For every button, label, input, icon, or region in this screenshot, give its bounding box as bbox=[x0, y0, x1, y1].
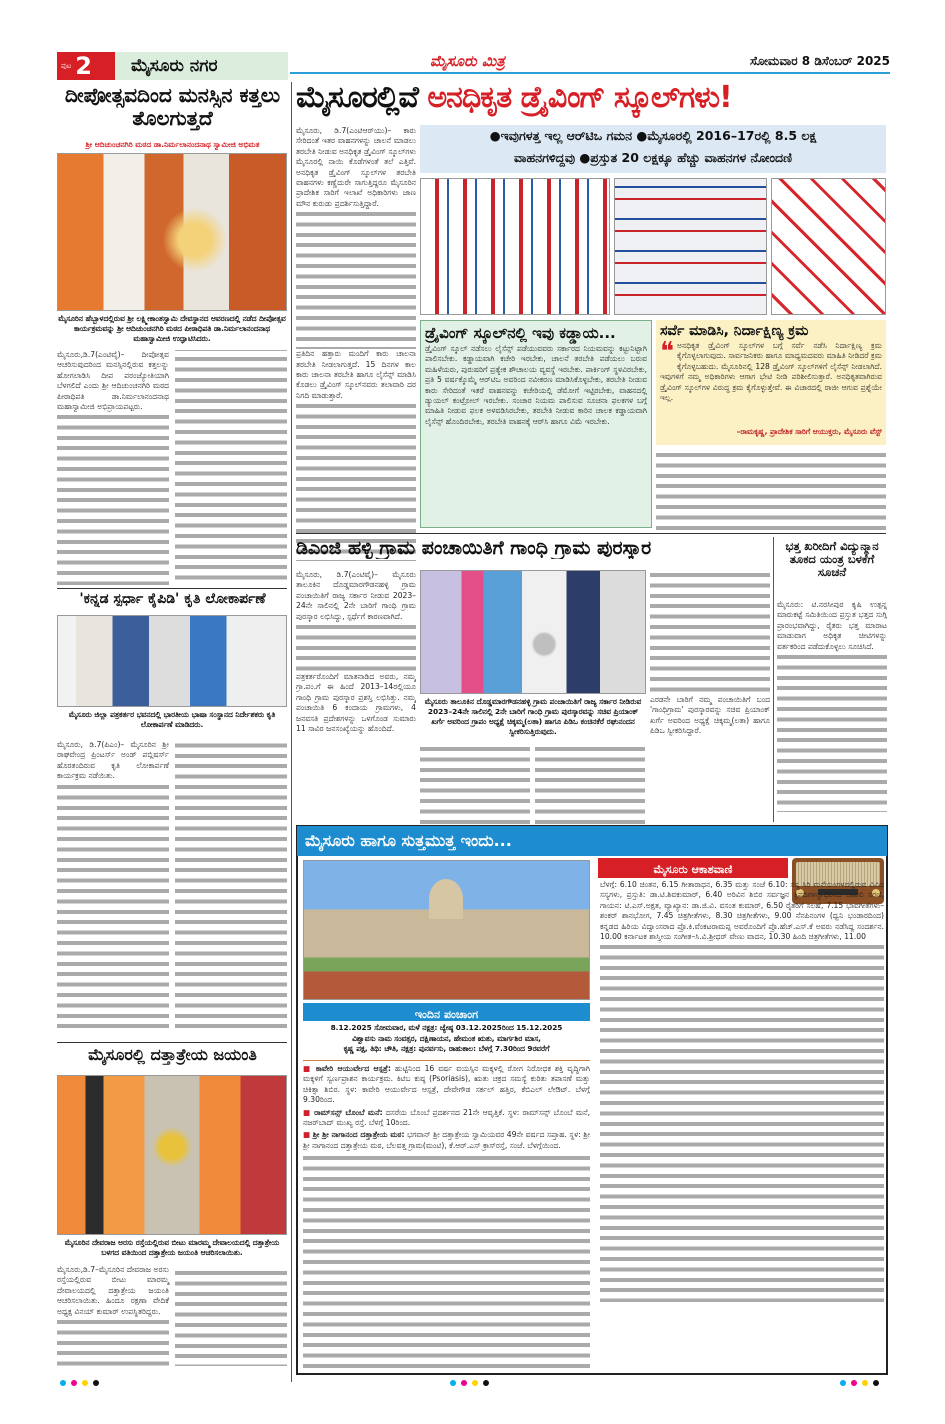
radio-title: ಮೈಸೂರು ಆಕಾಶವಾಣಿ bbox=[653, 863, 733, 876]
masthead: ಮೈಸೂರು ಮಿತ್ರ bbox=[430, 52, 505, 70]
deepotsava-subhead: ಶ್ರೀ ಆದಿಚುಂಚನಗಿರಿ ಮಠದ ಡಾ.ನಿರ್ಮಲಾನಂದನಾಥ ಸ್ವಾಮೀಜಿ ಅಭಿಮತ bbox=[85, 140, 260, 149]
section-title bbox=[115, 52, 288, 80]
mysore-palace-photo bbox=[303, 860, 590, 1000]
panchanga-title: ಇಂದಿನ ಪಂಚಾಂಗ bbox=[414, 1008, 479, 1021]
survey-box bbox=[656, 320, 886, 445]
deepotsava-headline: ದೀಪೋತ್ಸವದಿಂದ ಮನಸ್ಸಿನ ಕತ್ತಲು ತೊಲಗುತ್ತದೆ bbox=[64, 83, 281, 130]
book-release-caption: ಮೈಸೂರು ಜಿಲ್ಲಾ ಪತ್ರಕರ್ತರ ಭವನದಲ್ಲಿ ಭಾರತೀಯ ಭಾಷಾ ಸಂಸ್ಥಾನದ ನಿರ್ದೇಶಕರು ಕೃತಿ ಲೋಕಾರ್ಪಣೆ ಮಾಡಿದರು. bbox=[68, 710, 276, 729]
panchanga-line: ವಿಶ್ವಾವಸು ನಾಮ ಸಂವತ್ಸರ, ದಕ್ಷಿಣಾಯನ, ಹೇಮಂತ ಋತು, ಮಾರ್ಗಶಿರ ಮಾಸ, bbox=[352, 1033, 541, 1043]
gandhi-body-col4: ಎರಡನೇ ಬಾರಿಗೆ ನಮ್ಮ ಪಂಚಾಯಿತಿಗೆ ಬಂದ 'ಗಾಂಧಿಗ್ರಾಮ' ಪುರಸ್ಕಾರವನ್ನು ಸಚಿವ ಪ್ರಿಯಾಂಕ್ ಖರ್ಗೆ ಅವರಿಂದ ಅಧ್ಯಕ್ಷೆ ಚಿಕ್ಕಮ್ಮ(ಲತಾ) ಹಾಗೂ ಪಿಡಿಒ ಸ್ವೀಕರಿಸಿದ್ದಾರೆ. bbox=[650, 570, 770, 825]
gandhi-award-caption: ಮೈಸೂರು ತಾಲೂಕಿನ ದೊಡ್ಡಮಾರಗೌಡನಹಳ್ಳಿ ಗ್ರಾಮ ಪಂಚಾಯಿತಿಗೆ ರಾಜ್ಯ ಸರ್ಕಾರ ನೀಡಿರುವ 2023–24ನೇ ಸಾಲಿನಲ್ಲಿ 2ನೇ ಬಾರಿಗೆ ಗಾಂಧಿ ಗ್ರಾಮ ಪುರಸ್ಕಾರವನ್ನು ಸಚಿವ ಪ್ರಿಯಾಂಕ್ ಖರ್ಗೆ ಅವರಿಂದ ಗ್ರಾಪಂ ಅಧ್ಯಕ್ಷೆ ಚಿಕ್ಕಮ್ಮ(ಲತಾ) ಹಾಗೂ ಪಿಡಿಒ ಕಂಚಿನಕೆರೆ ರಘುನಂದನ ಸ್ವೀಕರಿಸುತ್ತಿರುವುದು. bbox=[424, 697, 642, 736]
datta-jayanti-headline: ಮೈಸೂರಲ್ಲಿ ದತ್ತಾತ್ರೇಯ ಜಯಂತಿ bbox=[88, 1045, 257, 1064]
panchanga-line: 8.12.2025 ಸೋಮವಾರ, ಮಳೆ ನಕ್ಷತ್ರ: ಜ್ಯೇಷ್ಠ 03.12.2025ರಿಂದ 15.12.2025 bbox=[330, 1023, 563, 1032]
radio-schedule: ಬೆಳಗ್ಗೆ: 6.10 ಚಿಂತನ, 6.15 ಗೀತಾರಾಧನ, 6.35 ಮತ್ತು ಸಂಜೆ 6.10: ಸಸ್ಯ ಸಿರಿ ಮನೆಯಂಗಳದಲ್ಲಿರುವ ವಿವಿಧ ಸಸ್ಯಗಳು, ಪ್ರಸ್ತುತಿ: ಡಾ.ಟಿ.ಶಿವಕುಮಾರ್, 6.40 ಅರಿವಿನ ಶಿಬಿರ ಸರ್ವಜ್ಞನ ತ್ರಿಪದಿಗಳನ್ನಾಧರಿಸಿದ ಚಾಪಲಿ ಸರಣಿ, ಗಾಯನ: ಟಿ.ಎಸ್.ಅಕ್ಷತ, ವ್ಯಾಖ್ಯಾನ: ಡಾ.ಜಿ.ವಿ. ವಸಂತ ಕುಮಾರ್, 6.50 ರೈತರಿಗೆ ಸಲಹೆ, 7.15 ಭಾವಗೀತೆಗಳು– ಶಂಕರ್ ಶಾನಭೋಗ, 7.45 ಚಿತ್ರಗೀತೆಗಳು, 8.30 ಚಿತ್ರಗೀತೆಗಳು, 9.00 ನೆನಪಿನಂಗಳ (ಧ್ವನಿ ಭಂಡಾರದಿಂದ) ಕನ್ನಡದ ಹಿರಿಯ ವಿದ್ವಾಂಸರಾದ ಪ್ರೊ.ಕಿ.ವೆಂಕಟರಾಮಪ್ಪ ಅವರೊಂದಿಗೆ ಪ್ರೊ.ಹೆಚ್.ಎಸ್.ಕೆ ಅವರು ನಡೆಸಿದ್ದ ಸಂದರ್ಶನ. 10.00 ಕರ್ನಾಟಕ ಶಾಸ್ತ್ರೀಯ ಸಂಗೀತ–ಸಿ.ವಿ.ಶ್ರೀಧರ್ ವೇಣು ವಾದನ, 10.30 ಹಿಂದಿ ಚಿತ್ರಗೀತೆಗಳು, 11.00 bbox=[600, 880, 884, 1370]
gandhi-body-col2 bbox=[420, 744, 530, 824]
panchanga-header bbox=[303, 1003, 590, 1021]
traffic-signs-photo-3 bbox=[771, 178, 886, 315]
book-release-photo bbox=[57, 615, 287, 707]
book-release-body: ಮೈಸೂರು, ಡಿ.7(ಪಿಎಂ)– ಮೈಸೂರಿನ ಶ್ರೀ ರಾಘವೇಂದ್ರ ಪ್ರಿಂಟರ್ಸ್ ಅಂಡ್ ಪಬ್ಲಿಷರ್ಸ್ ಹೊರತಂದಿರುವ ಕೃತಿ ಲೋಕಾರ್ಪಣೆ ಕಾರ್ಯಕ್ರಮ ನಡೆಯಿತು. bbox=[57, 740, 287, 1040]
lead-highlights bbox=[420, 125, 886, 173]
datta-jayanti-photo bbox=[57, 1075, 287, 1235]
event-item: ■ ರಾಮ್‌ಸನ್ಸ್ ಬೊಂಬೆ ಮನೆ: ದಸರೆಯ ಬೊಂಬೆ ಪ್ರದರ್ಶನದ 21ನೇ ಆವೃತ್ತಿಕೆ. ಸ್ಥಳ: ರಾಮ್‌ಸನ್ಸ್ ಬೊಂಬೆ ಮನೆ, ನಜರ್‌ಬಾದ್ ಮುಖ್ಯ ರಸ್ತೆ. ಬೆಳಗ್ಗೆ 10ರಿಂದ. bbox=[303, 1107, 590, 1128]
events-list bbox=[303, 1064, 590, 1372]
page-label: ಪುಟ bbox=[61, 61, 72, 70]
divider bbox=[57, 1042, 287, 1043]
page-number: 2 bbox=[75, 52, 92, 80]
gandhi-body-col3 bbox=[535, 744, 645, 824]
issue-date: ಸೋಮವಾರ 8 ಡಿಸೆಂಬರ್ 2025 bbox=[749, 54, 890, 68]
survey-title: ಸರ್ವೆ ಮಾಡಿಸಿ, ನಿರ್ದಾಕ್ಷಿಣ್ಯ ಕ್ರಮ bbox=[660, 323, 809, 339]
paddy-scale-body: ಮೈಸೂರು: ಟಿ.ನರಸೀಪುರ ಕೃಷಿ ಉತ್ಪನ್ನ ಮಾರುಕಟ್ಟೆ ಸಮಿತಿಯಿಂದ ಪ್ರಸ್ತುತ ಭತ್ತದ ಸುಗ್ಗಿ ಪ್ರಾರಂಭವಾಗಿದ್ದು, ರೈತರು ಭತ್ತ ಮಾರಾಟ ಮಾಡುವಾಗ ಅಧಿಕೃತ ಚೀಟಿಗಳನ್ನು ವರ್ತಕರಿಂದ ಪಡೆದುಕೊಳ್ಳಲು ಸೂಚಿಸಿದೆ. bbox=[777, 600, 887, 822]
bullet-icon: ■ bbox=[303, 1107, 311, 1117]
page-number-box bbox=[57, 52, 115, 80]
registration-marks bbox=[840, 1380, 879, 1386]
registration-marks bbox=[60, 1380, 99, 1386]
sidebar-divider bbox=[773, 537, 774, 822]
paddy-scale-headline: ಭತ್ತ ಖರೀದಿಗೆ ವಿದ್ಯುನ್ಮಾನ ತೂಕದ ಯಂತ್ರ ಬಳಕೆಗೆ ಸೂಚನೆ bbox=[785, 539, 879, 580]
kannada-book-headline: 'ಕನ್ನಡ ಸ್ಪರ್ಧಾ ಕೈಪಿಡಿ' ಕೃತಿ ಲೋಕಾರ್ಪಣೆ bbox=[79, 591, 266, 607]
deepotsava-caption: ಮೈಸೂರಿನ ಹೆಬ್ಬಾಳದಲ್ಲಿರುವ ಶ್ರೀ ಲಕ್ಷ್ಮೀಕಾಂತಸ್ವಾಮಿ ದೇವಸ್ಥಾನದ ಆವರಣದಲ್ಲಿ ನಡೆದ ದೀಪೋತ್ಸವ ಕಾರ್ಯಕ್ರಮವನ್ನು ಶ್ರೀ ಆದಿಚುಂಚನಗಿರಿ ಮಠದ ಪೀಠಾಧಿಪತಿ ಡಾ.ನಿರ್ಮಲಾನಂದನಾಥ ಮಹಾಸ್ವಾಮೀಜಿ ಉದ್ಘಾಟಿಸಿದರು. bbox=[58, 314, 286, 343]
today-banner bbox=[297, 826, 887, 856]
lead-body-col1: ಮೈಸೂರು, ಡಿ.7(ಎಂಟಿಆರ್‌ಯು)– ಕಾರು ಸೇರಿದಂತೆ ಇತರ ವಾಹನಗಳನ್ನು ಚಾಲನೆ ಮಾಡಲು ತರಬೇತಿ ನೀಡುವ ಅನಧಿಕೃತ ಡ್ರೈವಿಂಗ್ ಸ್ಕೂಲ್‌ಗಳು ಮೈಸೂರಲ್ಲಿ ನಾಯಿ ಕೊಡೆಗಳಂತೆ ತಲೆ ಎತ್ತಿವೆ. ಅನಧಿಕೃತ ಡ್ರೈವಿಂಗ್ ಸ್ಕೂಲ್‌ಗಳ ತರಬೇತಿ ವಾಹನಗಳು ಕಣ್ಣೆದುರೇ ಸಾಗುತ್ತಿದ್ದರೂ ಮೈಸೂರಿನ ಪ್ರಾದೇಶಿಕ ಸಾರಿಗೆ ಇಲಾಖೆ ಅಧಿಕಾರಿಗಳು ಜಾಣ ಮೌನ ಕುರುಡು ಪ್ರದರ್ಶಿಸುತ್ತಿದ್ದಾರೆ. ಪ್ರತಿದಿನ ಹತ್ತಾರು ಮಂದಿಗೆ ಕಾರು ಚಾಲನಾ ತರಬೇತಿ ನೀಡಲಾಗುತ್ತದೆ. 15 ದಿನಗಳ ಕಾಲ ಕಾರು ಚಾಲನಾ ತರಬೇತಿ ಹಾಗೂ ಲೈಸೆನ್ಸ್ ಮಾಡಿಸಿ ಕೊಡಲು ಡ್ರೈವಿಂಗ್ ಸ್ಕೂಲ್‌ನವರು ತಲಾವಾರಿ ದರ ನಿಗದಿ ಮಾಡುತ್ತಾರೆ. bbox=[296, 126, 416, 561]
radio-header bbox=[598, 858, 788, 878]
divider bbox=[303, 1060, 590, 1061]
bullet-icon: ■ bbox=[303, 1130, 311, 1140]
lead-headline bbox=[296, 80, 890, 115]
deepotsava-body: ಮೈಸೂರು,ಡಿ.7(ಎಂಟಿವೈ)– ದೀಪೋತ್ಸವ ಆಚರಿಸುವುದರಿಂದ ಮನಸ್ಸಿನಲ್ಲಿರುವ ಕತ್ತಲನ್ನು ಹೋಗಲಾಡಿಸಿ ದೀಪ ಪರಂಜ್ಯೋತಿಯಾಗಿ ಬೆಳಗಲಿದೆ ಎಂದು ಶ್ರೀ ಆದಿಚುಂಚನಗಿರಿ ಮಠದ ಪೀಠಾಧಿಪತಿ ಡಾ.ನಿರ್ಮಲಾನಂದನಾಥ ಮಹಾಸ್ವಾಮೀಜಿ ಅಭಿಪ್ರಾಯಪಟ್ಟರು. bbox=[57, 350, 287, 585]
event-item: ■ ಕಾವೇರಿ ಆಯುರ್ವೇದ ಆಸ್ಪತ್ರೆ: ಹುಟ್ಟಿನಿಂದ 16 ವರ್ಷ ವಯಸ್ಸಿನ ಮಕ್ಕಳಲ್ಲಿ ರೋಗ ನಿರೋಧಕ ಶಕ್ತಿ ವೃದ್ಧಿಗಾಗಿ ಮಕ್ಕಳಿಗೆ ಸ್ವರ್ಣಪ್ರಾಶನ ಕಾರ್ಯಕ್ರಮ. ಕಿಟಿಬ ಕುಷ್ಠ (Psoriasis), ಋತು ಚಕ್ರದ ಸಮಸ್ಯೆ ಕುರಿತು ತಪಾಸಣೆ ಮತ್ತು ಚಿಕಿತ್ಸಾ ಶಿಬಿರ. ಸ್ಥಳ: ಕಾವೇರಿ ಆಯುರ್ವೇದ ಆಸ್ಪತ್ರೆ, ದೇವೇಗೌಡ ಸರ್ಕಲ್ ಹತ್ತಿರ, ಕೆಬಿಎಲ್ ಲೇಔಟ್. ಬೆಳಗ್ಗೆ 9.30ರಿಂದ. bbox=[303, 1064, 590, 1105]
panchanga-line: ಕೃಷ್ಣ ಪಕ್ಷ, ತಿಥಿ: ಚೌತಿ, ನಕ್ಷತ್ರ: ಪುನರ್ವಸು, ರಾಹುಕಾಲ: ಬೆಳಗ್ಗೆ 7.30ರಿಂದ 9ರವರೆಗೆ bbox=[343, 1044, 550, 1053]
divider bbox=[296, 533, 886, 534]
highlight-line-2: ವಾಹನಗಳಿದ್ದವು ●ಪ್ರಸ್ತುತ 20 ಲಕ್ಷಕ್ಕೂ ಹೆಚ್ಚು ವಾಹನಗಳ ನೋಂದಣಿ bbox=[514, 150, 792, 165]
palace-dome bbox=[429, 879, 463, 919]
mandatory-rules-text: ಡ್ರೈವಿಂಗ್ ಸ್ಕೂಲ್ ನಡೆಸಲು ಲೈಸೆನ್ಸ್ ಪಡೆಯುವವರು ಸರ್ಕಾರದ ನಿಯಮವನ್ನು ಕಟ್ಟುನಿಟ್ಟಾಗಿ ಪಾಲಿಸಬೇಕು. ಕಡ್ಡಾಯವಾಗಿ ಕಚೇರಿ ಇರಬೇಕು, ಚಾಲನೆ ತರಬೇತಿ ಪಡೆಯಲು ಬರುವ ಮಹಿಳೆಯರು, ಪುರುಷರಿಗೆ ಪ್ರತ್ಯೇಕ ಶೌಚಾಲಯ ವ್ಯವಸ್ಥೆ ಇರಬೇಕು. ಪಾರ್ಕಿಂಗ್ ಸ್ಥಳವಿರಬೇಕು, ಪ್ರತಿ 5 ವರ್ಷಕ್ಕೊಮ್ಮೆ ಆರ್‌ಟಿಒ ಅವರಿಂದ ನವೀಕರಣ ಮಾಡಿಸಿಕೊಳ್ಳಬೇಕು, ತರಬೇತಿ ನೀಡುವ ಕಾರು ಸೇರಿದಂತೆ ಇತರೆ ವಾಹನವನ್ನು ಕಚೇರಿಯಲ್ಲಿ ಡೆಮೋಗೆ ಇಟ್ಟಿರಬೇಕು, ವಾಹನದಲ್ಲಿ ಡ್ಯುಯಲ್ ಕಂಟ್ರೋಲ್ ಇರಬೇಕು. ಸಂಚಾರ ನಿಯಮ ಪಾಲಿಸುವ ಸೂಚನಾ ಫಲಕಗಳ ಬಗ್ಗೆ ಮಾಹಿತಿ ನೀಡುವ ಫಲಕ ಅಳವಡಿಸಿರಬೇಕು, ತರಬೇತಿ ನೀಡುವ ಕಾರಿನ ಚಾಲಕ ಕಡ್ಡಾಯವಾಗಿ ಲೈಸೆನ್ಸ್ ಹೊಂದಿರಬೇಕು, ತರಬೇತಿ ವಾಹನಕ್ಕೆ ಆರ್‌ಸಿ ಹಾಗೂ ವಿಮೆ ಇರಬೇಕು. bbox=[425, 344, 647, 426]
lead-headline-black: ಮೈಸೂರಲ್ಲಿವೆ bbox=[296, 80, 418, 115]
survey-quote: ಅನಧಿಕೃತ ಡ್ರೈವಿಂಗ್ ಸ್ಕೂಲ್‌ಗಳ ಬಗ್ಗೆ ಸರ್ವೆ ನಡೆಸಿ ನಿರ್ದಾಕ್ಷಿಣ್ಯ ಕ್ರಮ ಕೈಗೊಳ್ಳಲಾಗುವುದು. ಸಾರ್ವಜನಿಕರು ಹಾಗೂ ಮಾಧ್ಯಮದವರು ಮಾಹಿತಿ ನೀಡಿದರೆ ಕ್ರಮ ಕೈಗೊಳ್ಳಬಹುದು. ಮೈಸೂರಿನಲ್ಲಿ 128 ಡ್ರೈವಿಂಗ್ ಸ್ಕೂಲ್‌ಗಳಿಗೆ ಲೈಸೆನ್ಸ್ ನೀಡಲಾಗಿದೆ. ಇವುಗಳಿಗೆ ನಮ್ಮ ಅಧಿಕಾರಿಗಳು ಆಗಾಗ ಭೇಟಿ ನೀಡಿ ಪರಿಶೀಲಿಸುತ್ತಾರೆ. ಅನಧಿಕೃತವಾಗಿರುವ ಡ್ರೈವಿಂಗ್ ಸ್ಕೂಲ್‌ಗಳ ವಿರುದ್ಧ ಕ್ರಮ ಕೈಗೊಳ್ಳುತ್ತೇವೆ. ಈ ವಿಚಾರದಲ್ಲಿ ರಾಜೀ ಆಗುವ ಪ್ರಶ್ನೆಯೇ ಇಲ್ಲ. bbox=[660, 341, 882, 403]
survey-attribution: –ರಾಮಕೃಷ್ಣ, ಪ್ರಾದೇಶಿಕ ಸಾರಿಗೆ ಆಯುಕ್ತರು, ಮೈಸೂರು ವೆಸ್ಟ್ bbox=[736, 427, 882, 436]
event-item: ■ ಶ್ರೀ ಶ್ರೀ ನಾಗಾನಂದ ದತ್ತಾತ್ರೇಯ ಮಠ: ಭಗವಾನ್ ಶ್ರೀ ದತ್ತಾತ್ರೇಯ ಸ್ವಾಮಿಯವರ 49ನೇ ವರ್ಷದ ಸಪ್ತಾಹ. ಸ್ಥಳ: ಶ್ರೀ ಶ್ರೀ ನಾಗಾನಂದ ದತ್ತಾತ್ರೇಯ ಮಠ, ಬೆಲವತ್ತ ಗ್ರಾಮ(ಮಂಟಿ), ಕೆ.ಆರ್.ಎಸ್ ಕ್ರಾಸ್‌ರಸ್ತೆ, ಸಂಜೆ. ಬೆಳಗ್ಗೆಯಿಂದ. bbox=[303, 1130, 590, 1150]
quote-icon: ❝ bbox=[660, 341, 674, 367]
highlight-line-1: ●ಇವುಗಳತ್ತ ಇಲ್ಲ ಆರ್‌ಟಿಒ ಗಮನ ●ಮೈಸೂರಲ್ಲಿ 2016–17ರಲ್ಲಿ 8.5 ಲಕ್ಷ bbox=[489, 128, 817, 143]
mandatory-rules-title: ಡ್ರೈವಿಂಗ್ ಸ್ಕೂಲ್‌ನಲ್ಲಿ ಇವು ಕಡ್ಡಾಯ... bbox=[425, 324, 616, 342]
survey-quote-wrap bbox=[660, 341, 882, 427]
header-rule bbox=[290, 72, 890, 74]
lead-body-cols bbox=[656, 450, 886, 530]
panchanga-text bbox=[303, 1023, 590, 1055]
gandhi-grama-headline: ಡಿಎಂಜಿ ಹಳ್ಳಿ ಗ್ರಾಮ ಪಂಚಾಯಿತಿಗೆ ಗಾಂಧಿ ಗ್ರಾಮ ಪುರಸ್ಕಾರ bbox=[296, 537, 652, 559]
gandhi-award-photo bbox=[420, 570, 646, 694]
divider bbox=[57, 588, 287, 589]
datta-jayanti-caption: ಮೈಸೂರಿನ ದೇವರಾಜ ಅರಸು ರಸ್ತೆಯಲ್ಲಿರುವ ಬೀಟು ಮಾರಮ್ಮ ದೇವಾಲಯದಲ್ಲಿ ದತ್ತಾತ್ರೇಯ ಬಳಗದ ವತಿಯಿಂದ ದತ್ತಾತ್ರೇಯ ಜಯಂತಿ ಆಚರಿಸಲಾಯಿತು. bbox=[64, 1238, 280, 1257]
traffic-signs-photo-2 bbox=[614, 178, 767, 315]
lead-headline-red: ಅನಧಿಕೃತ ಡ್ರೈವಿಂಗ್ ಸ್ಕೂಲ್‌ಗಳು! bbox=[427, 80, 732, 115]
bullet-icon: ■ bbox=[303, 1064, 312, 1073]
section-title-text: ಮೈಸೂರು ನಗರ bbox=[131, 56, 218, 76]
deepotsava-photo bbox=[57, 153, 287, 311]
gandhi-body-col1: ಮೈಸೂರು, ಡಿ.7(ಎಂಟಿವೈ)– ಮೈಸೂರು ತಾಲೂಕಿನ ದೊಡ್ಡಮಾರಗೌಡನಹಳ್ಳಿ ಗ್ರಾಮ ಪಂಚಾಯಿತಿಗೆ ರಾಜ್ಯ ಸರ್ಕಾರ ನೀಡುವ 2023–24ನೇ ಸಾಲಿನಲ್ಲಿ 2ನೇ ಬಾರಿಗೆ ಗಾಂಧಿ ಗ್ರಾಮ ಪುರಸ್ಕಾರ ಲಭಿಸಿದ್ದು, ಸ್ಪರ್ಧೆಗೆ ಕಾರಣವಾಗಿದೆ. ಪತ್ರಕರ್ತರೊಂದಿಗೆ ಮಾತನಾಡಿದ ಅವರು, ನಮ್ಮ ಗ್ರಾ.ಪಂ.ಗೆ ಈ ಹಿಂದೆ 2013–14ರಲ್ಲಿಯೂ ಗಾಂಧಿ ಗ್ರಾಮ ಪುರಸ್ಕಾರ ಪ್ರಶಸ್ತಿ ಲಭಿಸಿತ್ತು. ನಮ್ಮ ಪಂಚಾಯಿತಿ 6 ಕಂದಾಯ ಗ್ರಾಮಗಳು, 4 ಜನವಸತಿ ಪ್ರದೇಶಗಳನ್ನು ಒಳಗೊಂಡ ಸುಮಾರು 11 ಸಾವಿರ ಜನಸಂಖ್ಯೆಯನ್ನು ಹೊಂದಿದೆ. bbox=[296, 570, 416, 734]
mandatory-rules-box bbox=[420, 320, 652, 528]
today-banner-text: ಮೈಸೂರು ಹಾಗೂ ಸುತ್ತಮುತ್ತ ಇಂದು... bbox=[305, 831, 512, 850]
traffic-signs-photo-1 bbox=[420, 178, 610, 315]
registration-marks bbox=[450, 1380, 489, 1386]
left-col-divider bbox=[291, 82, 292, 1382]
datta-jayanti-body: ಮೈಸೂರು,ಡಿ.7–ಮೈಸೂರಿನ ದೇವರಾಜ ಅರಸು ರಸ್ತೆಯಲ್ಲಿರುವ ಬೀಟು ಮಾರಮ್ಮ ದೇವಾಲಯದಲ್ಲಿ ದತ್ತಾತ್ರೇಯ ಜಯಂತಿ ಆಚರಿಸಲಾಯಿತು. ಹಿಂದೂ ರಕ್ಷಣಾ ವೇದಿಕೆ ಅಧ್ಯಕ್ಷ ವಿನಯ್ ಕುಮಾರ್ ಉಪಸ್ಥಿತರಿದ್ದರು. bbox=[57, 1265, 287, 1375]
